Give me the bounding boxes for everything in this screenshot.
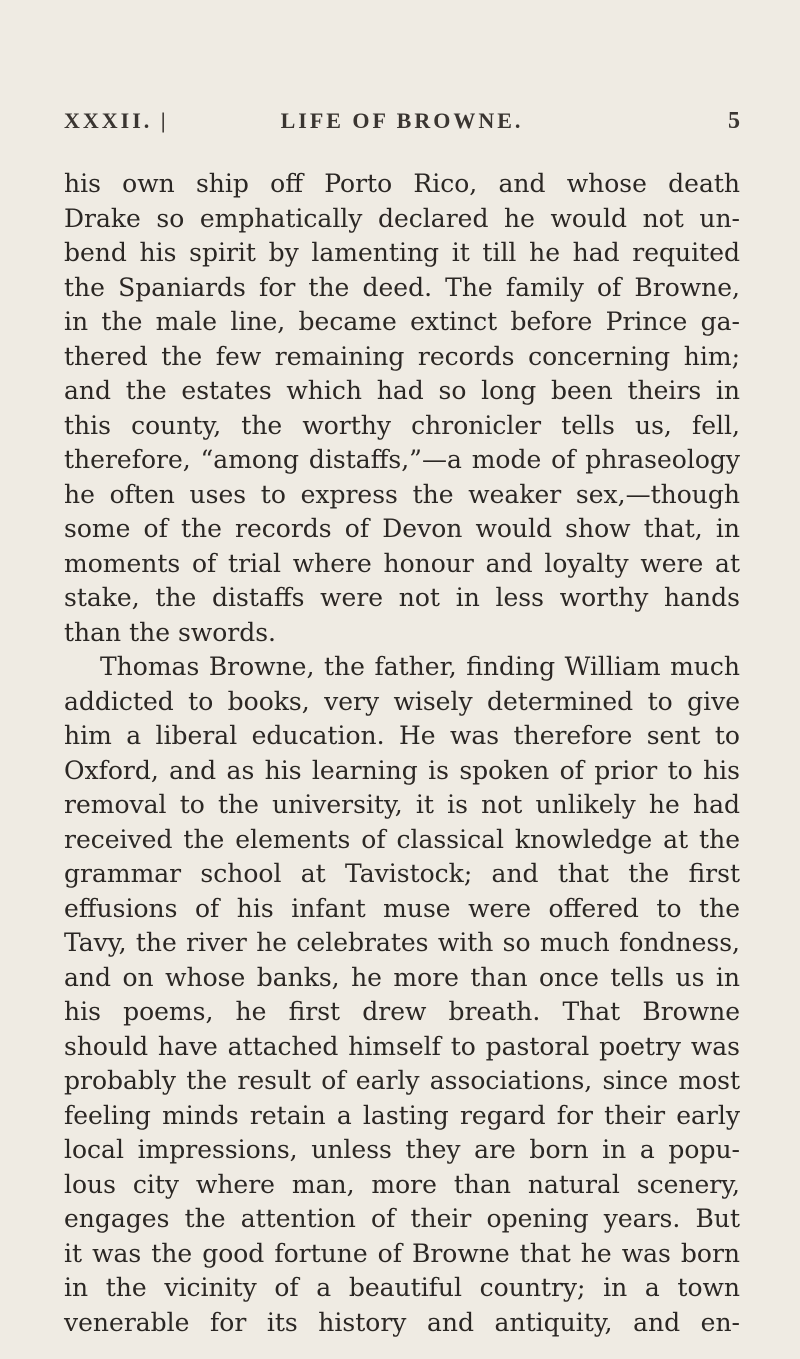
- text-line: he often uses to express the weaker sex,—though: [64, 479, 740, 509]
- text-line: Drake so emphatically declared he would not un-: [64, 203, 740, 233]
- text-line: Thomas Browne, the father, finding William much: [100, 652, 740, 681]
- chapter-signature: XXXII. |: [64, 108, 169, 133]
- running-header: [64, 108, 740, 148]
- text-line: it was the good fortune of Browne that he was born: [64, 1238, 740, 1268]
- text-line: and the estates which had so long been theirs in: [64, 376, 740, 405]
- text-line: thered the few remaining records concerning him;: [64, 341, 740, 371]
- text-line: him a liberal education. He was therefore sent to: [64, 721, 740, 750]
- text-line: in the vicinity of a beautiful country; in a town: [64, 1273, 740, 1302]
- text-line: his poems, he first drew breath. That Browne: [64, 997, 740, 1026]
- text-line: engages the attention of their opening years. But: [64, 1204, 740, 1233]
- text-line: his own ship off Porto Rico, and whose death: [64, 169, 740, 198]
- running-title: LIFE OF BROWNE.: [280, 108, 524, 133]
- text-line: moments of trial where honour and loyalty were at: [64, 548, 740, 578]
- page-number: 5: [728, 108, 740, 134]
- text-line: probably the result of early associations, since most: [64, 1066, 740, 1095]
- text-line: stake, the distaffs were not in less worthy hands: [64, 583, 740, 612]
- text-line: therefore, “among distaffs,”—a mode of phraseology: [64, 445, 740, 474]
- text-line: Tavy, the river he celebrates with so much fondness,: [64, 928, 740, 957]
- text-line: lous city where man, more than natural scenery,: [64, 1169, 740, 1199]
- text-line: Oxford, and as his learning is spoken of prior to his: [64, 755, 740, 785]
- paragraph-2: [64, 650, 740, 1340]
- text-line: than the swords.: [64, 617, 276, 647]
- paragraph-1: [64, 167, 740, 650]
- text-line: and on whose banks, he more than once tells us in: [64, 962, 740, 992]
- text-line: should have attached himself to pastoral poetry was: [64, 1031, 740, 1061]
- text-line: received the elements of classical knowledge at the: [64, 824, 740, 854]
- text-line: addicted to books, very wisely determined to give: [64, 686, 740, 716]
- text-line: venerable for its history and antiquity, and en-: [64, 1307, 740, 1337]
- text-line: this county, the worthy chronicler tells us, fell,: [64, 410, 740, 440]
- text-line: grammar school at Tavistock; and that the first: [64, 859, 740, 888]
- body-text: [64, 167, 740, 1340]
- text-line: feeling minds retain a lasting regard for their early: [64, 1100, 740, 1130]
- text-line: in the male line, became extinct before Prince ga-: [64, 307, 740, 336]
- text-line: the Spaniards for the deed. The family of Browne,: [64, 272, 740, 302]
- text-line: local impressions, unless they are born in a popu-: [64, 1135, 740, 1164]
- text-line: effusions of his infant muse were offered to the: [64, 893, 740, 923]
- text-line: some of the records of Devon would show that, in: [64, 514, 740, 543]
- text-line: removal to the university, it is not unlikely he had: [64, 790, 740, 819]
- text-line: bend his spirit by lamenting it till he had requited: [64, 238, 740, 267]
